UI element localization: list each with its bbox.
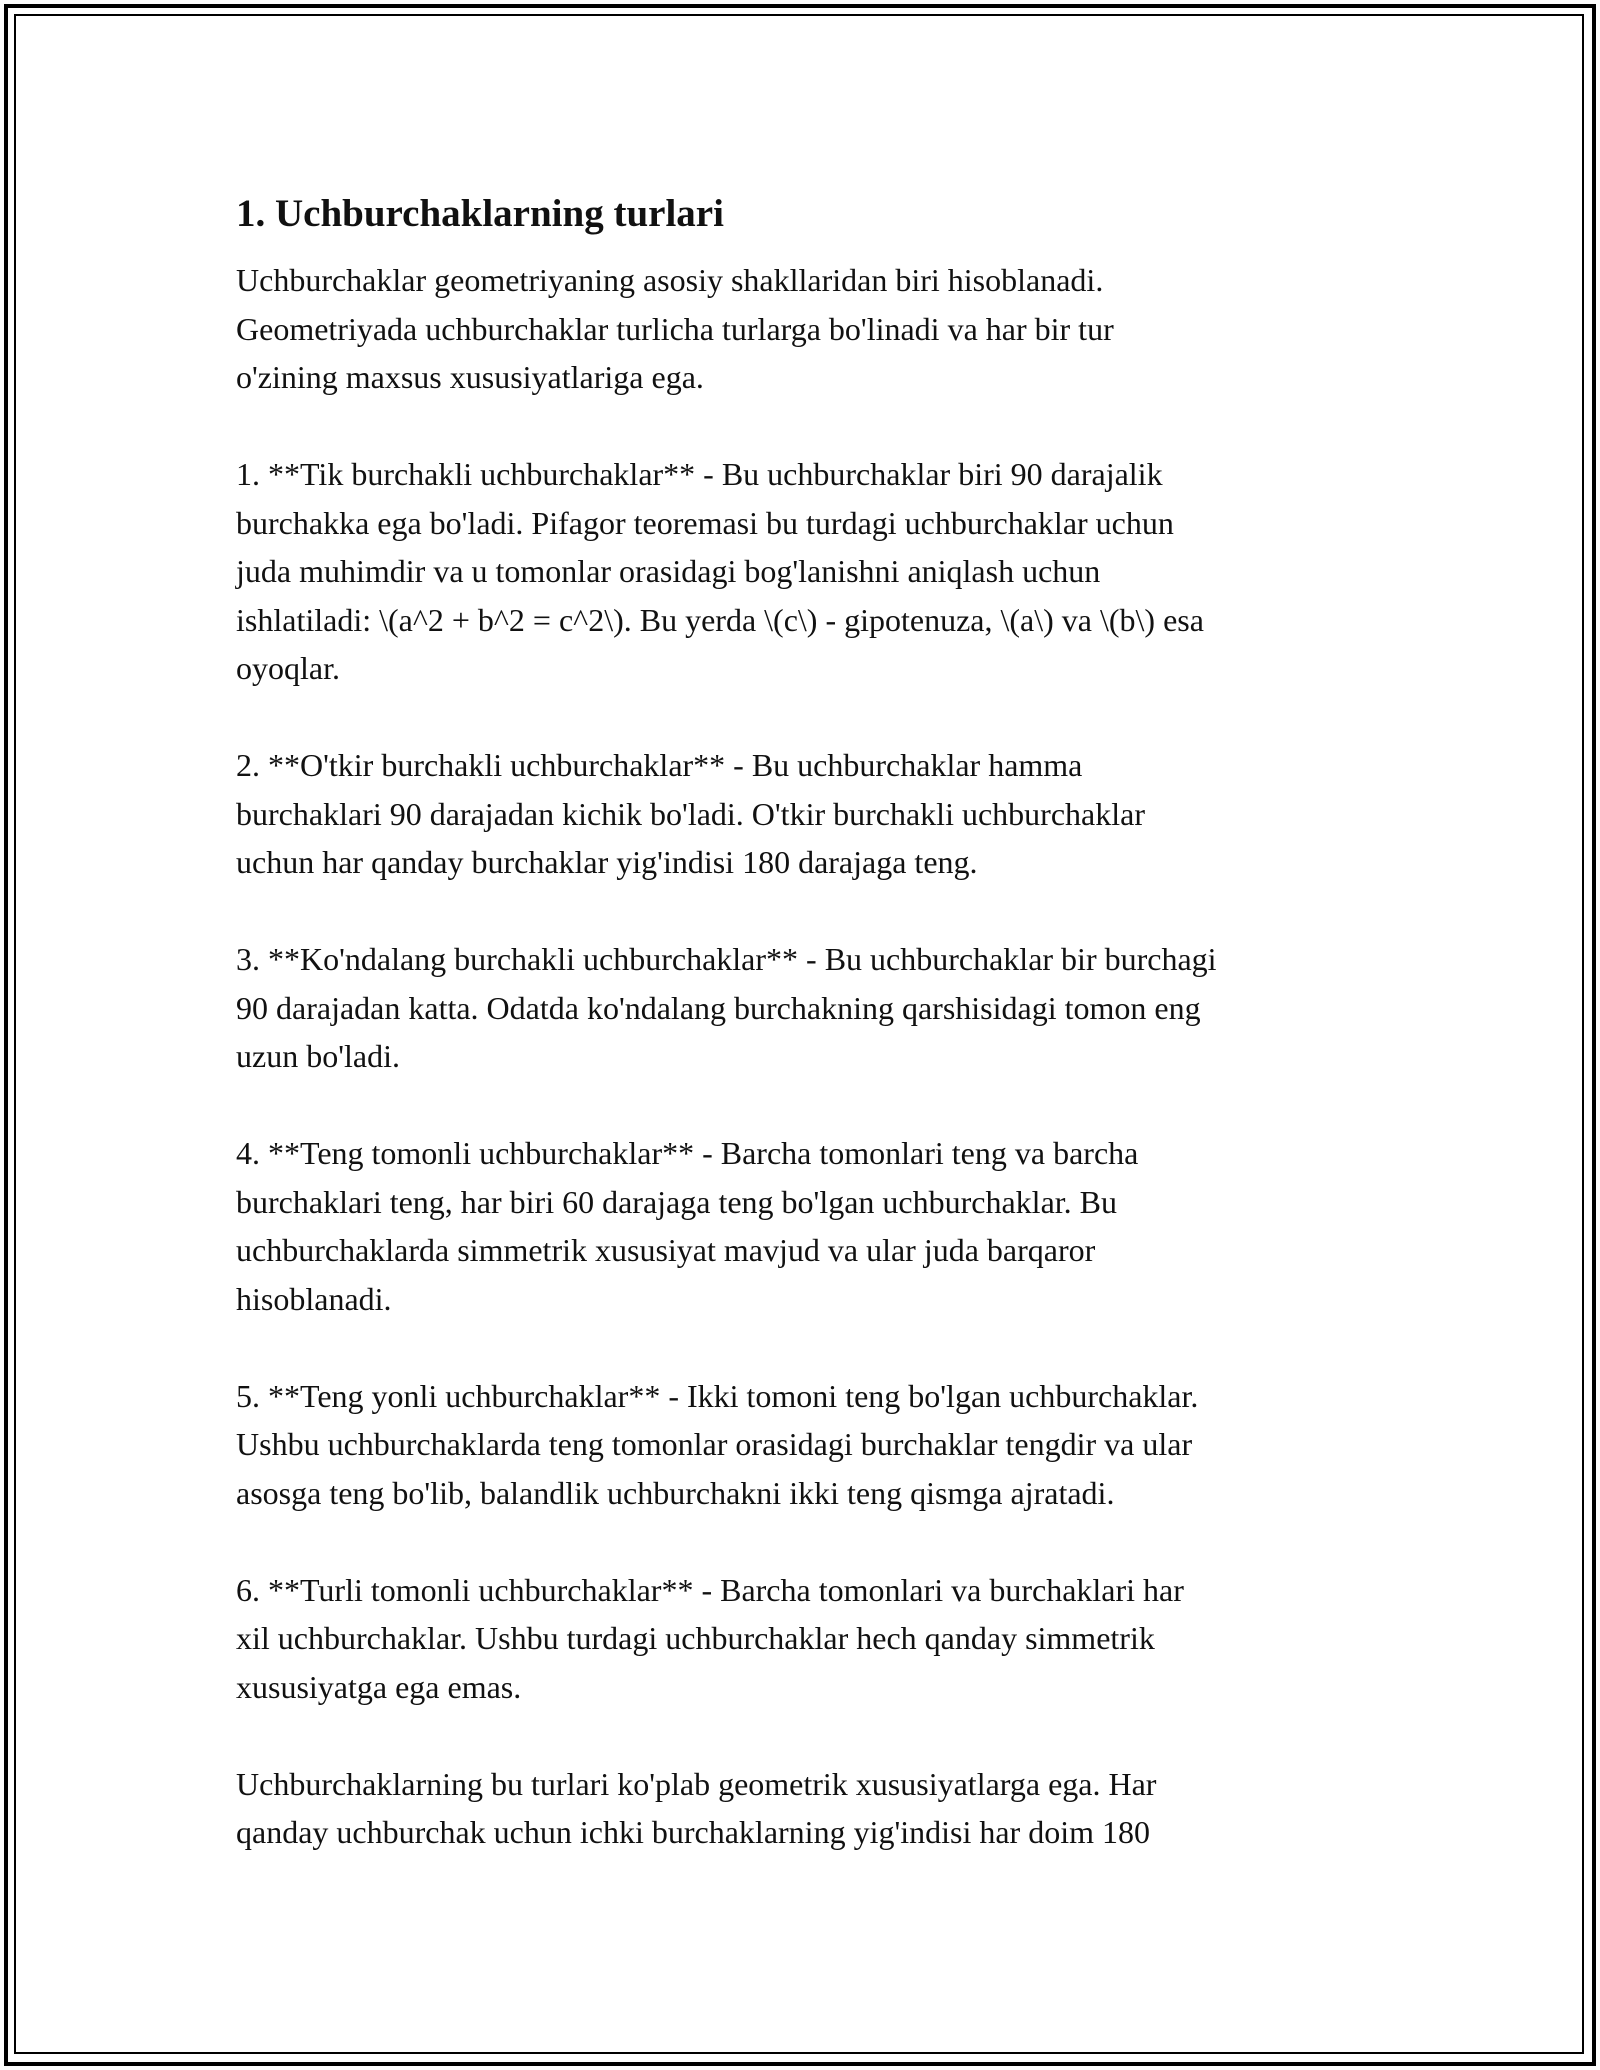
text-line: burchaklari teng, har biri 60 darajaga teng bo'lgan uchburchaklar. Bu	[236, 1183, 1117, 1220]
section-heading: 1. Uchburchaklarning turlari	[236, 192, 724, 235]
text-line: uchburchaklarda simmetrik xususiyat mavjud va ular juda barqaror	[236, 1232, 1096, 1268]
text-line: uchun har qanday burchaklar yig'indisi 180 darajaga teng.	[236, 844, 978, 880]
list-item-equilateral-triangles	[236, 1129, 1386, 1323]
text-line: Geometriyada uchburchaklar turlicha turlarga bo'linadi va har bir tur	[236, 310, 1114, 347]
text-line: 4. **Teng tomonli uchburchaklar** - Barcha tomonlari teng va barcha	[236, 1135, 1139, 1171]
text-line: Uchburchaklarning bu turlari ko'plab geometrik xususiyatlarga ega. Har	[236, 1765, 1157, 1802]
text-line: 2. **O'tkir burchakli uchburchaklar** - Bu uchburchaklar hamma	[236, 747, 1083, 783]
text-line: 3. **Ko'ndalang burchakli uchburchaklar** - Bu uchburchaklar bir burchagi	[236, 941, 1217, 977]
text-line: qanday uchburchak uchun ichki burchaklarning yig'indisi har doim 180	[236, 1814, 1150, 1850]
list-item-isosceles-triangles	[236, 1372, 1386, 1518]
text-line: 5. **Teng yonli uchburchaklar** - Ikki tomoni teng bo'lgan uchburchaklar.	[236, 1377, 1199, 1414]
list-item-obtuse-triangles	[236, 935, 1386, 1081]
text-line: asosga teng bo'lib, balandlik uchburchakni ikki teng qismga ajratadi.	[236, 1474, 1115, 1511]
text-line: burchakka ega bo'ladi. Pifagor teoremasi bu turdagi uchburchaklar uchun	[236, 504, 1174, 541]
text-line: 1. **Tik burchakli uchburchaklar** - Bu uchburchaklar biri 90 darajalik	[236, 456, 1163, 492]
text-line: juda muhimdir va u tomonlar orasidagi bog'lanishni aniqlash uchun	[236, 553, 1101, 589]
text-line: 90 darajadan katta. Odatda ko'ndalang burchakning qarshisidagi tomon eng	[236, 989, 1201, 1026]
text-line: 6. **Turli tomonli uchburchaklar** - Barcha tomonlari va burchaklari har	[236, 1571, 1184, 1608]
text-line: ishlatiladi: \(a^2 + b^2 = c^2\). Bu yerda \(c\) - gipotenuza, \(a\) va \(b\) esa	[236, 601, 1204, 638]
list-item-acute-triangles	[236, 741, 1386, 887]
text-line: uzun bo'ladi.	[236, 1038, 400, 1074]
text-line: Uchburchaklar geometriyaning asosiy shakllaridan biri hisoblanadi.	[236, 262, 1104, 298]
text-line: Ushbu uchburchaklarda teng tomonlar orasidagi burchaklar tengdir va ular	[236, 1426, 1193, 1462]
text-line: xususiyatga ega emas.	[236, 1668, 522, 1705]
text-line: oyoqlar.	[236, 650, 340, 686]
text-line: burchaklari 90 darajadan kichik bo'ladi. O'tkir burchakli uchburchaklar	[236, 795, 1145, 832]
text-line: o'zining maxsus xususiyatlariga ega.	[236, 359, 704, 395]
list-item-scalene-triangles	[236, 1566, 1386, 1712]
text-line: hisoblanadi.	[236, 1280, 392, 1317]
closing-paragraph	[236, 1760, 1386, 1857]
intro-paragraph	[236, 256, 1386, 402]
document-body	[236, 186, 1386, 1905]
list-item-right-triangles	[236, 450, 1386, 693]
text-line: xil uchburchaklar. Ushbu turdagi uchburchaklar hech qanday simmetrik	[236, 1620, 1155, 1656]
